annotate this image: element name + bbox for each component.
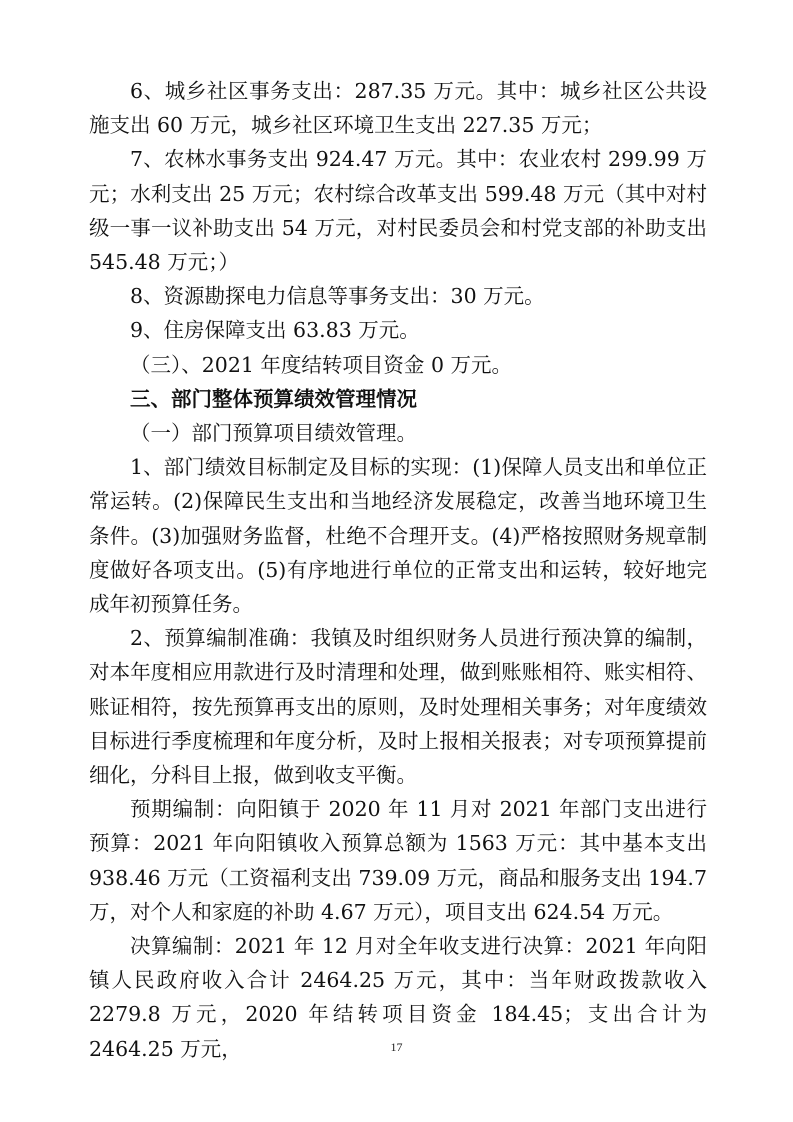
paragraph-urban-rural-community: 6、城乡社区事务支出：287.35 万元。其中：城乡社区公共设施支出 60 万元，城乡社区环境卫生支出 227.35 万元； bbox=[89, 79, 707, 138]
paragraph-final-accounts: 决算编制：2021 年 12 月对全年收支进行决算：2021 年向阳镇人民政府收入合计 2464.25 万元，其中：当年财政拨款收入 2279.8 万元，2020 年结转项目资金 184.45；支出合计为 2464.25 万元， bbox=[89, 934, 707, 1061]
paragraph-carryover-funds: （三）、2021 年度结转项目资金 0 万元。 bbox=[130, 352, 513, 377]
page-number: 17 bbox=[390, 1040, 403, 1054]
paragraph-housing-security: 9、住房保障支出 63.83 万元。 bbox=[130, 318, 420, 343]
paragraph-expected-budget: 预期编制：向阳镇于 2020 年 11 月对 2021 年部门支出进行预算：2021 年向阳镇收入预算总额为 1563 万元：其中基本支出 938.46 万元（工资福利支出 739.09 万元，商品和服务支出 194.7 万，对个人和家庭的补助 4.67 万元），项目支出 624.54 万元。 bbox=[89, 797, 707, 924]
document-body bbox=[89, 74, 707, 1066]
section-heading-performance: 三、部门整体预算绩效管理情况 bbox=[130, 386, 417, 411]
paragraph-resource-exploration: 8、资源勘探电力信息等事务支出：30 万元。 bbox=[130, 284, 545, 309]
paragraph-agriculture-water: 7、农林水事务支出 924.47 万元。其中：农业农村 299.99 万元；水利支出 25 万元；农村综合改革支出 599.48 万元（其中对村级一事一议补助支出 54 万元，对村民委员会和村党支部的补助支出 545.48 万元；） bbox=[89, 147, 707, 275]
paragraph-performance-goals: 1、部门绩效目标制定及目标的实现：(1)保障人员支出和单位正常运转。(2)保障民生支出和当地经济发展稳定，改善当地环境卫生条件。(3)加强财务监督，杜绝不合理开支。(4)严格按照财务规章制度做好各项支出。(5)有序地进行单位的正常支出和运转，较好地完成年初预算任务。 bbox=[89, 455, 707, 617]
paragraph-budget-preparation: 2、预算编制准确：我镇及时组织财务人员进行预决算的编制，对本年度相应用款进行及时清理和处理，做到账账相符、账实相符、账证相符，按先预算再支出的原则，及时处理相关事务；对年度绩效目标进行季度梳理和年度分析，及时上报相关报表；对专项预算提前细化，分科目上报，做到收支平衡。 bbox=[89, 626, 707, 788]
subsection-heading-project-performance: （一）部门预算项目绩效管理。 bbox=[130, 421, 417, 446]
